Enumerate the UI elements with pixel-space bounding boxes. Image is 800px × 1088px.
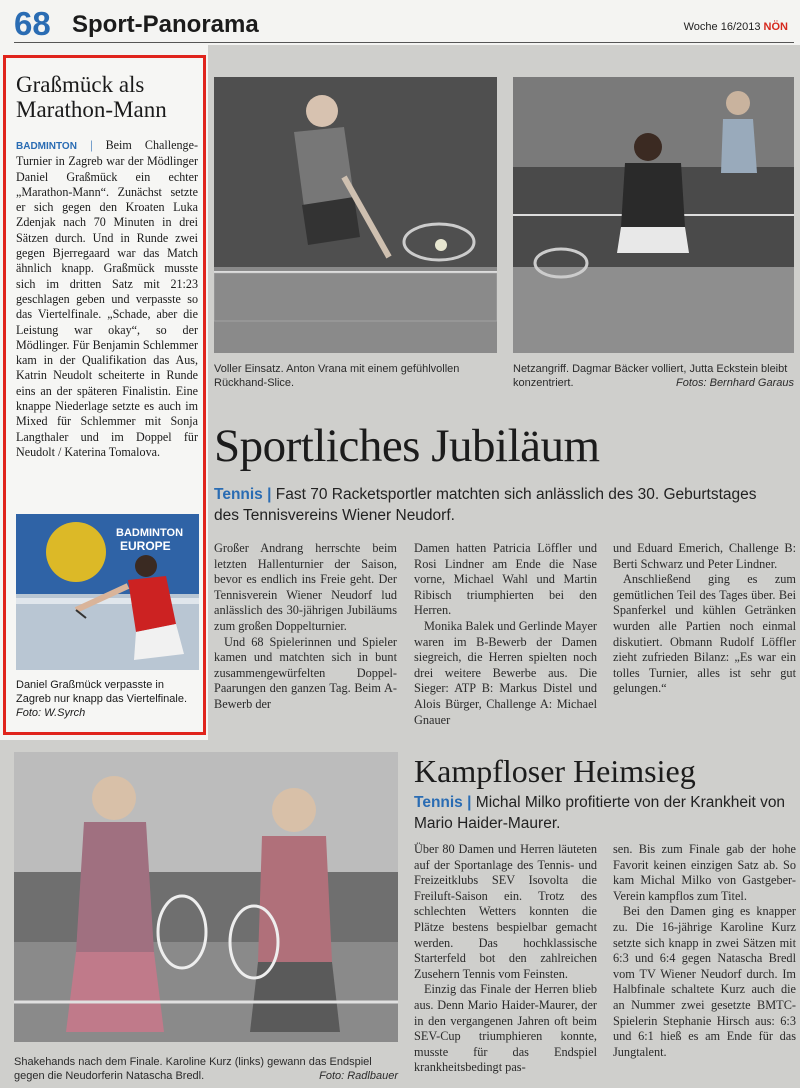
kicker-separator: |: [90, 138, 93, 152]
brand-logo: NÖN: [763, 21, 788, 33]
paragraph: sen. Bis zum Finale gab der hohe Favorit keinen einzigen Satz ab. So kam Michal Milko von Gastgeber-Verein kampflos zum Titel.: [613, 842, 796, 903]
article-kicker: BADMINTON: [16, 141, 77, 152]
photo-credit-top: Fotos: Bernhard Garaus: [675, 377, 794, 389]
bottom-photo-credit: Foto: Radlbauer: [319, 1070, 398, 1082]
paragraph: Großer Andrang herrschte beim letzten Hallenturnier der Saison, bevor es endlich ins Freie geht. Der Tennisverein Wiener Neudorf lud anlässlich des 30-jährigen Jubiläums zum großen Doppelturnier.: [214, 541, 397, 633]
deck-kicker: Tennis: [414, 794, 463, 811]
sign-text-2: EUROPE: [120, 539, 171, 553]
caption-text: Shakehands nach dem Finale. Karoline Kurz (links) gewann das Endspiel gegen die Neudorferin Natascha Bredl.: [14, 1056, 372, 1082]
article2-column-1: [414, 842, 597, 1076]
article2-column-2: [613, 842, 796, 1060]
deck-text: Fast 70 Racketsportler matchten sich anlässlich des 30. Geburtstages des Tennisvereins Wiener Neudorf.: [214, 486, 757, 524]
sign-text: BADMINTON: [116, 527, 184, 539]
deck-text: Michal Milko profitierte von der Krankheit von Mario Haider-Maurer.: [414, 794, 786, 832]
header-rule: [14, 42, 794, 43]
article1-deck: [214, 484, 774, 526]
deck-kicker: Tennis: [214, 486, 263, 503]
paragraph: Und 68 Spielerinnen und Spieler kamen und matchten sich in bunt zusammengewürfelten Doppel-Paarungen den ganzen Tag. Beim A-Bewerb der: [214, 634, 397, 711]
deck-separator: |: [267, 486, 272, 503]
photo-credit: Foto: W.Syrch: [16, 707, 86, 719]
article1-column-2: [414, 541, 597, 728]
article-text: Beim Challenge-Turnier in Zagreb war der Mödlinger Daniel Graßmück ein echter „Marathon-Mann“. Zunächst setzte er sich gegen den Kroaten Luka Zdenjak nach 70 Minuten in drei Sätzen durch. Und in Runde zwei gegen Bjerregaard war das Match ähnlich knapp. Graßmück musste sich im dritten Satz mit 21:23 geschlagen geben und verpasste so das Viertelfinale. „Schade, aber die Leistung war okay“, so der Mödlinger. Für Benjamin Schlemmer kam in der Qualifikation das Aus, Katrin Neudolt scheiterte in Runde eins an der späteren Finalistin. Eine knappe Niederlage setzte es auch im Mixed für Schlemmer mit Sonja Langthaler und im Doppel für Neudolt / Katerina Tomalova.: [16, 138, 198, 459]
paragraph: Monika Balek und Gerlinde Mayer waren im B-Bewerb der Damen siegreich, die Herren spielten noch drei weitere Bewerbe aus. Die Sieger: ATP B: Markus Distel und Alois Bürger, Challenge A: Michael Gnauer: [414, 618, 597, 727]
photo-caption: [16, 678, 201, 720]
tennis-photo-man: [214, 77, 497, 353]
article2-deck: [414, 792, 794, 834]
article-body: [16, 138, 198, 460]
headline-jubilaeum: Sportliches Jubiläum: [214, 420, 600, 472]
paragraph: Anschließend ging es zum gemütlichen Teil des Tages über. Bei Spanferkel und kühlen Getränken wurden alle Partien noch einmal diskutiert. Obmann Rudolf Löffler zieht zufrieden Bilanz: „Es war ein tolles Turnier, alles ist sehr gut gelungen.“: [613, 572, 796, 696]
headline-heimsieg: Kampfloser Heimsieg: [414, 753, 696, 789]
shakehands-photo: [14, 752, 398, 1042]
paragraph: Bei den Damen ging es knapper zu. Die 16-jährige Karoline Kurz setzte sich knapp in zwei Sätzen mit 6:3 und 6:4 gegen Natascha Bredl vom TV Wiener Neudorf durch. Im Halbfinale schaltete Kurz auch die an Nummer zwei gesetzte BMTC-Spielerin Stephanie Hirsch aus: 6:3 und 6:1 hieß es am Ende für das Jungtalent.: [613, 904, 796, 1059]
paragraph: Über 80 Damen und Herren läuteten auf der Sportanlage des Tennis- und Freizeitklubs SEV Isovolta die Freiluft-Saison ein. Trotz des schlechten Wetters konnten die Plätze bestens bespielbar gemacht werden. Das hochklassische Starterfeld bot den zahlreichen Zusehern Tennis vom Feinsten.: [414, 842, 597, 981]
article-title: Graßmück als Marathon-Mann: [16, 72, 167, 122]
issue-week: Woche 16/2013: [683, 21, 764, 33]
article1-column-1: [214, 541, 397, 713]
tennis-photo-women: [513, 77, 794, 353]
photo-caption-left: Voller Einsatz. Anton Vrana mit einem gefühlvollen Rückhand-Slice.: [214, 363, 460, 389]
deck-separator: |: [467, 794, 472, 811]
caption-text: Daniel Graßmück verpasste in Zagreb nur knapp das Viertelfinale.: [16, 679, 188, 705]
paragraph: Einzig das Finale der Herren blieb aus. Denn Mario Haider-Maurer, der in den vergangenen Jahren oft beim SEV-Cup triumphieren konnte, musste für das Endspiel krankheitsbedingt pas-: [414, 982, 597, 1075]
paragraph: Damen hatten Patricia Löffler und Rosi Lindner am Ende die Nase vorne, Michael Wahl und Martin Ribisch triumphierten bei den Herren.: [414, 541, 597, 618]
page-number: 68: [14, 5, 51, 42]
issue-label: [684, 21, 788, 33]
article1-column-3: [613, 541, 796, 697]
photo-caption-right: Netzangriff. Dagmar Bäcker volliert, Jutta Eckstein bleibt konzentriert.: [513, 363, 788, 389]
badminton-photo: [16, 514, 199, 670]
section-title: Sport-Panorama: [72, 11, 259, 38]
paragraph: und Eduard Emerich, Challenge B: Berti Schwarz und Peter Lindner.: [613, 541, 796, 571]
